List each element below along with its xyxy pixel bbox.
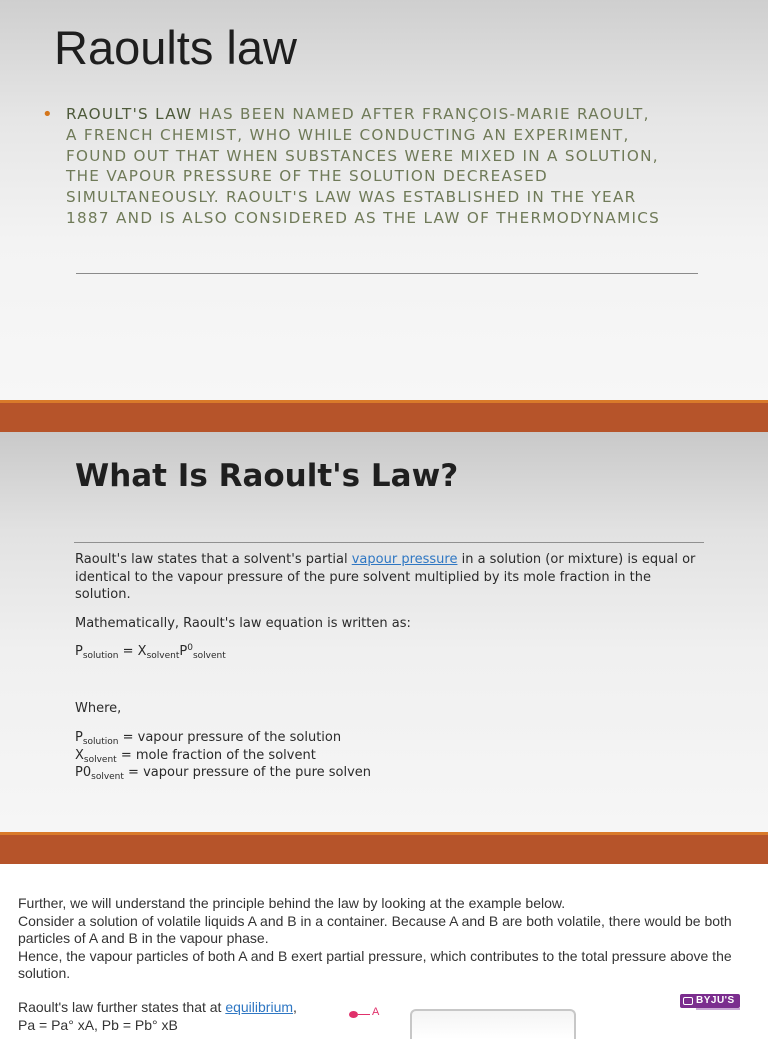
def-text: = mole fraction of the solvent <box>116 747 316 763</box>
example-explanation <box>18 895 758 983</box>
def-text: = vapour pressure of the solution <box>118 730 342 745</box>
eq-p0: P <box>179 644 188 659</box>
def-sub: solvent <box>83 754 117 765</box>
definition-item <box>75 747 371 765</box>
eq-p0-sub: solvent <box>192 651 226 661</box>
slide-1-divider <box>76 273 698 274</box>
equilibrium-link[interactable]: equilibrium <box>225 999 294 1015</box>
partial-pressure-equations: Pa = Pa° xA, Pb = Pb° xB <box>18 1016 178 1033</box>
equilibrium-text: Raoult's law further states that at <box>18 999 226 1015</box>
slide-2-title: What Is Raoult's Law? <box>75 458 459 494</box>
eq-x: X <box>137 644 147 659</box>
slide-1-body-text: HAS BEEN NAMED AFTER FRANÇOIS-MARIE RAOULT, A FRENCH CHEMIST, WHO WHILE CONDUCTING AN EXPERIMENT, FOUND OUT THAT WHEN SUBSTANCES WERE MIXED IN A SOLUTION, THE VAPOUR PRESSURE OF THE SOLUTION DECREASED SIMULTANEOUSLY. RAOULT'S LAW WAS ESTABLISHED IN THE YEAR 1887 AND IS ALSO CONSIDERED AS THE LAW OF THERMODYNAMICS <box>66 105 661 227</box>
particle-a-label: A <box>372 1006 380 1018</box>
where-label: Where, <box>75 701 122 716</box>
eq-p: P <box>75 644 83 659</box>
eq-x-sub: solvent <box>146 651 180 661</box>
symbol-definitions <box>75 729 371 782</box>
equation-intro: Mathematically, Raoult's law equation is written as: <box>75 616 411 631</box>
eq-p-sub: solution <box>82 651 119 661</box>
example-line: Hence, the vapour particles of both A and B exert partial pressure, which contributes to the total pressure above the solution. <box>18 947 732 981</box>
slide-separator-band <box>0 400 768 432</box>
equilibrium-line <box>18 999 348 1017</box>
particle-a-icon <box>349 1011 358 1018</box>
def-sub: solution <box>82 737 119 747</box>
slide-2-divider <box>74 542 704 543</box>
eq-sign: = <box>118 644 138 659</box>
definition-item <box>75 764 371 782</box>
def-symbol: X <box>75 747 84 763</box>
vapour-pressure-link[interactable]: vapour pressure <box>351 552 458 567</box>
raoults-equation <box>75 643 226 661</box>
def-symbol: P <box>75 730 83 745</box>
bullet-icon: • <box>42 104 53 125</box>
definition-item <box>75 729 371 747</box>
slide-1-title: Raoults law <box>54 21 297 74</box>
eq-p0-sup: 0 <box>187 643 193 653</box>
slide-1-body <box>66 104 666 229</box>
byjus-logo-text: BYJU'S <box>696 995 735 1006</box>
definition-text-start: Raoult's law states that a solvent's partial <box>75 552 352 567</box>
beaker-diagram <box>410 1009 576 1039</box>
definition-text-end: in a solution (or mixture) is equal or identical to the vapour pressure of the pure solvent multiplied by its mole fraction in the solution. <box>75 552 696 602</box>
def-symbol: P0 <box>75 765 92 780</box>
example-line: Further, we will understand the principle behind the law by looking at the example below. <box>18 895 566 911</box>
def-sub: solvent <box>91 772 124 782</box>
example-line: Consider a solution of volatile liquids A and B in a container. Because A and B are both volatile, there would be both particles of A and B in the vapour phase. <box>18 912 732 946</box>
equilibrium-comma: , <box>293 999 297 1015</box>
raoults-law-term: RAOULT'S LAW <box>66 105 193 123</box>
byjus-logo-icon <box>683 997 693 1005</box>
particle-a-leader-line <box>358 1014 370 1015</box>
definition-paragraph <box>75 551 700 604</box>
byjus-tagline-bar <box>696 1008 740 1010</box>
equilibrium-statement <box>18 999 348 1034</box>
def-text: = vapour pressure of the pure solven <box>123 765 372 780</box>
slide-separator-band <box>0 832 768 864</box>
